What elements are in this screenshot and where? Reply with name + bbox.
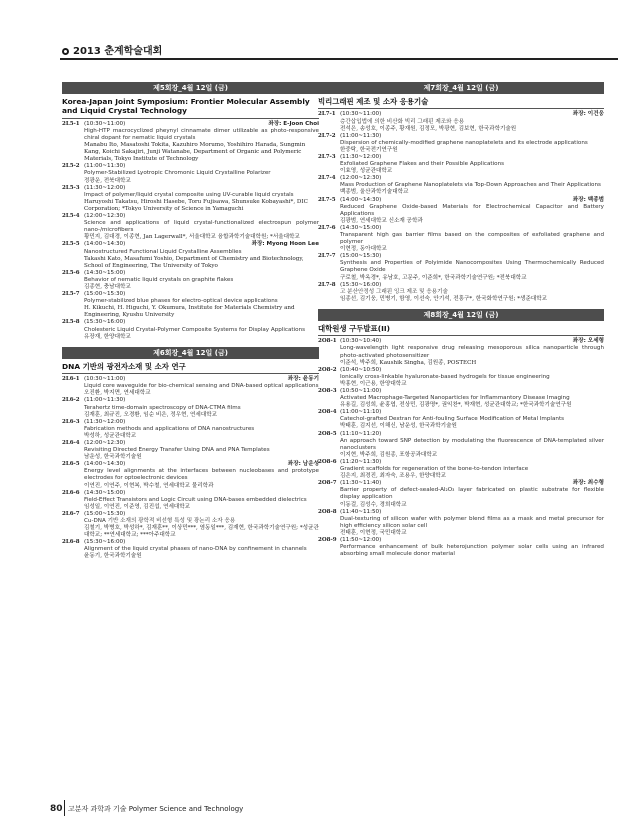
session-title: Korea-Japan Joint Symposium: Frontier Molecular Assembly and Liquid Crystal Technology (62, 97, 310, 116)
paper-time: (14:00~14:30) (340, 196, 382, 203)
paper-authors: Haruyoshi Takatsu, Hiroshi Hasebe, Toru Fujisawa, Shunsuke Kobayashi*, DIC Corporation; *Tokyo University of Science in Yamaguchi (84, 198, 308, 212)
paper-time-line (340, 154, 604, 161)
paper-code: 2O8-8 (318, 508, 337, 515)
paper-code: 2O8-7 (318, 480, 337, 487)
paper-entry (62, 440, 319, 461)
paper-code: 2L7-4 (318, 175, 336, 182)
paper-code: 2L5-7 (62, 291, 80, 298)
paper-body (340, 509, 604, 537)
paper-body (340, 133, 604, 154)
paper-time-line (340, 111, 604, 118)
paper-code: 2L7-3 (318, 153, 336, 160)
paper-code: 2L6-1 (62, 376, 80, 383)
paper-time: (11:50~12:00) (340, 536, 382, 543)
paper-entry (318, 537, 604, 558)
paper-time-line (340, 282, 604, 289)
paper-body (84, 376, 319, 397)
paper-body (340, 111, 604, 132)
paper-body (84, 163, 319, 184)
session-title: DNA 기반의 광전자소재 및 소자 연구 (62, 361, 186, 371)
paper-time: (11:10~11:20) (340, 430, 382, 437)
paper-time-line (84, 270, 319, 277)
paper-time-line (84, 376, 319, 383)
session-chair: 좌장: 윤동기 (287, 376, 319, 383)
paper-time-line (84, 539, 319, 546)
paper-time: (11:40~11:50) (340, 508, 382, 515)
paper-code: 2O8-1 (318, 338, 337, 345)
paper-code: 2L6-3 (62, 418, 80, 425)
paper-time-line (340, 459, 604, 466)
paper-title: 층간삽입법에 의한 비산화 빅리 그래핀 제조와 응용 (340, 118, 465, 125)
paper-entry (318, 225, 604, 253)
paper-title: Dispersion of chemically-modified graphene nanoplatelets and its electrode applications (340, 139, 588, 146)
paper-time: (14:00~14:30) (84, 241, 126, 248)
paper-authors: 이지현, 박주희, 김원종, 포항공과대학교 (340, 451, 438, 458)
paper-code: 2L5-3 (62, 184, 80, 191)
paper-body (340, 459, 604, 480)
paper-title: Mass Production of Graphene Nanoplatelets via Top-Down Approaches and Their Applications (340, 182, 601, 189)
paper-entry (318, 431, 604, 459)
paper-entry (62, 511, 319, 539)
paper-time-line (84, 440, 319, 447)
paper-time: (10:30~11:00) (84, 120, 126, 127)
paper-body (340, 225, 604, 253)
paper-time: (11:30~12:00) (84, 184, 126, 191)
paper-time-line (340, 225, 604, 232)
paper-authors: 김재훈, 최규진, 오경환, 임순 비은, 정우현, 연세대학교 (84, 411, 218, 418)
paper-time: (10:40~10:50) (340, 366, 382, 373)
paper-body (84, 270, 319, 291)
paper-code: 2O8-2 (318, 366, 337, 373)
paper-authors: 이현정, 동아대학교 (340, 246, 387, 253)
paper-code: 2L6-5 (62, 461, 80, 468)
paper-authors: 이준석, 박주희, Kaushik Singha, 김원종, POSTECH (340, 359, 477, 366)
paper-body (84, 397, 319, 418)
session-rule (62, 373, 319, 374)
paper-time-line (84, 490, 319, 497)
paper-body (84, 185, 319, 213)
paper-entry (62, 461, 319, 489)
paper-time: (12:00~12:30) (340, 175, 382, 182)
paper-body (84, 511, 319, 539)
paper-entry (62, 163, 319, 184)
paper-entry (318, 282, 604, 303)
paper-title: Alignment of the liquid crystal phases of nano-DNA by confinement in channels (84, 546, 307, 553)
paper-title: Impact of polymer/liquid crystal composite using UV-curable liquid crystals (84, 191, 294, 198)
paper-entry (318, 509, 604, 537)
paper-authors: 정광운, 전북대학교 (84, 177, 131, 184)
paper-time: (15:30~16:00) (84, 319, 126, 326)
paper-code: 2O8-6 (318, 458, 337, 465)
paper-code: 2L5-6 (62, 269, 80, 276)
paper-time-line (340, 197, 604, 204)
paper-time-line (340, 388, 604, 395)
paper-authors: 이연진, 이연주, 이현복, 박수철, 연세대학교 물리학과 (84, 482, 214, 489)
paper-body (84, 490, 319, 511)
paper-body (340, 282, 604, 303)
paper-time-line (84, 511, 319, 518)
session-chair: 좌장: Myong Hoon Lee (251, 241, 319, 248)
paper-body (340, 338, 604, 366)
paper-title: Polymer-stabilized blue phases for electro-optical device applications (84, 298, 278, 305)
paper-body (84, 241, 319, 269)
paper-title: Ionically cross-linkable hyaluronate-based hydrogels for tissue engineering (340, 373, 550, 380)
paper-code: 2L7-6 (318, 224, 336, 231)
paper-authors: 이동걸, 김성수, 경희대학교 (340, 501, 407, 508)
paper-entry (318, 367, 604, 388)
paper-code: 2L7-7 (318, 253, 336, 260)
paper-code: 2O8-5 (318, 430, 337, 437)
paper-time: (11:00~11:30) (84, 397, 126, 404)
paper-code: 2L6-7 (62, 510, 80, 517)
paper-entry (62, 121, 319, 164)
paper-title: Dual-texturing of silicon wafer with polymer blend films as a mask and metal precursor for high efficiency silicon solar cell (340, 515, 604, 529)
paper-entry (62, 490, 319, 511)
session-title: 빅리그래핀 제조 및 소자 응용기술 (318, 97, 429, 106)
paper-title: Catechol-grafted Dextran for Anti-fouling Surface Modification of Metal Implants (340, 416, 565, 423)
footer-divider (64, 800, 65, 816)
paper-time-line (340, 338, 604, 345)
paper-body (340, 537, 604, 558)
paper-time: (14:00~14:30) (84, 461, 126, 468)
paper-entry (318, 197, 604, 225)
session-band: 제5회장_4월 12일 (금) (62, 82, 319, 94)
paper-entry (318, 154, 604, 175)
paper-time-line (84, 213, 319, 220)
paper-entry (318, 111, 604, 132)
paper-time-line (340, 409, 604, 416)
circle-bullet-icon (62, 48, 69, 55)
paper-title: 고 분산안정성 그래핀 잉크 제조 및 응용기술 (340, 288, 448, 295)
session-band: 제6회장_4월 12일 (금) (62, 347, 319, 359)
paper-time-line (84, 121, 319, 128)
session-rule (62, 118, 319, 119)
paper-entry (62, 291, 319, 319)
session-band: 제7회장_4월 12일 (금) (318, 82, 604, 94)
paper-body (340, 480, 604, 508)
paper-body (84, 319, 319, 340)
paper-title: Cu-DNA 기반 소재의 광학적 비선형 특성 및 광논리 소자 응용 (84, 518, 236, 524)
paper-entry (318, 133, 604, 154)
paper-code: 2L5-1 (62, 120, 80, 127)
paper-body (340, 367, 604, 388)
paper-code: 2O8-3 (318, 388, 337, 394)
paper-body (340, 175, 604, 196)
paper-time: (10:30~10:40) (340, 338, 382, 345)
paper-title: Cholesteric Liquid Crystal-Polymer Composite Systems for Display Applications (84, 326, 306, 333)
paper-authors: 남운성, 한국과학기술원 (84, 454, 142, 461)
paper-body (340, 431, 604, 459)
paper-time: (10:30~11:00) (340, 111, 382, 118)
session-band: 제8회장_4월 12일 (금) (318, 309, 604, 321)
paper-entry (318, 409, 604, 430)
paper-title: Barrier property of defect-sealed-Al₂O₃ layer fabricated on plastic substrate for flexible display application (340, 487, 604, 501)
paper-authors: 박성하, 성균관대학교 (84, 432, 137, 439)
paper-time: (15:00~15:30) (340, 253, 382, 260)
header-rule (60, 58, 618, 60)
paper-title: Performance enhancement of bulk heterojunction polymer solar cells using an infrared absorbing small molecule donor material (340, 544, 604, 558)
paper-authors: 임종선, 김기웅, 민병기, 함영, 이선숙, 안기석, 전흥구*, 한국화학연구원; *생준대학교 (340, 295, 548, 302)
paper-authors: Manabu Ito, Masatoshi Tokita, Kazuhiro Morumo, Yoshihiro Harada, Sungmin Kang, Koichi Sakajiri, Junji Watanabe, Department of Organic and Polymeric Materials, Tokyo Institute of Technology (84, 142, 306, 163)
paper-authors: 이효영, 성균관대학교 (340, 168, 393, 175)
paper-entry (318, 338, 604, 366)
paper-code: 2L6-8 (62, 539, 80, 546)
paper-body (84, 440, 319, 461)
paper-time-line (84, 461, 319, 468)
paper-authors: 박태훈, 김지선, 이해신, 남운성, 한국과학기술원 (340, 423, 457, 430)
paper-body (340, 253, 604, 281)
paper-body (340, 388, 604, 409)
page-header (62, 42, 162, 57)
paper-time: (15:00~15:30) (84, 291, 126, 298)
paper-time-line (340, 253, 604, 260)
paper-authors: 전태훈, 이현정, 국민대학교 (340, 529, 407, 536)
paper-entry (62, 539, 319, 560)
paper-title: Exfoliated Graphene Flakes and their Possible Applications (340, 161, 505, 168)
paper-title: Long-wavelength light responsive drug releasing mesoporous silica nanoparticle through photo-activated photosensitizer (340, 345, 604, 359)
paper-title: An approach toward SNP detection by modulating the fluorescence of DNA-templated silver nanoclusters (340, 437, 604, 451)
journal-title: 고분자 과학과 기술 Polymer Science and Technology (68, 805, 244, 813)
paper-authors: 박홍현, 이근용, 한양대학교 (340, 380, 407, 387)
paper-title: Liquid core waveguide for bio-chemical sensing and DNA-based optical applications (84, 383, 319, 390)
paper-title: Reduced Graphene Oxide-based Materials for Electrochemical Capacitor and Battery Applications (340, 203, 604, 217)
paper-title: High-HTP macrocyclized pheynyl cinnamate dimer utilizable as photo-responsive chiral dopant for nematic liquid crystals (84, 127, 319, 141)
paper-authors: 임성일, 이연진, 이준영, 김진섭, 연세대학교 (84, 503, 191, 510)
paper-authors: 유장재, 한양대학교 (84, 333, 131, 340)
paper-body (84, 121, 319, 164)
page-number: 80 (50, 804, 63, 814)
paper-body (84, 539, 319, 560)
paper-title: Terahertz time-domain spectroscopy of DNA-CTMA films (84, 404, 241, 411)
paper-time: (12:00~12:30) (84, 439, 126, 446)
paper-code: 2O8-4 (318, 409, 337, 416)
paper-time: (14:30~15:00) (84, 489, 126, 496)
paper-time: (11:00~11:10) (340, 409, 382, 416)
paper-time-line (84, 241, 319, 248)
paper-authors: Takashi Kato, Masafumi Yoshio, Department of Chemistry and Biotechnology, School of Engineering, The University of Tokyo (84, 255, 304, 269)
paper-time: (12:00~12:30) (84, 213, 126, 220)
paper-time: (10:50~11:00) (340, 388, 382, 394)
paper-time: (11:00~11:30) (340, 132, 382, 139)
paper-title: Energy level alignments at the interfaces between nucleobases and prototype electrodes for optoelectronic devices (84, 468, 319, 482)
paper-body (84, 461, 319, 489)
paper-time: (15:30~16:00) (84, 539, 126, 546)
paper-body (340, 197, 604, 225)
paper-code: 2O8-9 (318, 536, 337, 543)
session-chair: 좌장: 백종범 (572, 196, 604, 203)
session-chair: 좌장: 오세형 (572, 338, 604, 345)
paper-title: Polymer-Stabilized Lyotropic Chromonic Liquid Crystalline Polarizer (84, 170, 271, 177)
paper-time: (11:30~11:40) (340, 480, 382, 487)
paper-code: 2L6-6 (62, 489, 80, 496)
paper-entry (62, 213, 319, 241)
paper-time-line (340, 480, 604, 487)
paper-authors: 김은지, 최경진, 최자숙, 조용우, 한양대학교 (340, 473, 447, 480)
paper-authors: 김광범, 연세대학교 신소재 공학과 (340, 217, 423, 224)
session-rule (318, 108, 604, 109)
paper-time-line (84, 419, 319, 426)
paper-body (84, 291, 319, 319)
paper-entry (62, 241, 319, 269)
paper-code: 2L5-4 (62, 213, 80, 220)
paper-time-line (84, 163, 319, 170)
paper-authors: 한중탁, 한국전기연구원 (340, 146, 398, 153)
session-chair: 좌장: 최수형 (572, 480, 604, 487)
paper-code: 2L7-1 (318, 111, 336, 118)
paper-entry (318, 175, 604, 196)
paper-time: (11:20~11:30) (340, 458, 382, 465)
paper-time-line (84, 185, 319, 192)
paper-body (84, 213, 319, 241)
paper-time-line (340, 175, 604, 182)
paper-authors: 백종범, 울산과학기술대학교 (340, 189, 409, 196)
paper-time: (11:00~11:30) (84, 163, 126, 170)
session-chair: 좌장: E-Joon Choi (268, 120, 319, 127)
paper-code: 2L6-2 (62, 397, 80, 404)
paper-body (340, 409, 604, 430)
paper-time-line (340, 431, 604, 438)
paper-authors: H. Kikuchi, H. Higuchi, Y. Okumura, Institute for Materials Chemistry and Engineering, Kyushu University (84, 305, 295, 319)
paper-entry (62, 270, 319, 291)
paper-code: 2L5-5 (62, 241, 80, 248)
paper-time: (14:30~15:00) (84, 269, 126, 276)
paper-authors: 윤동기, 한국과학기술원 (84, 553, 142, 560)
paper-entry (318, 480, 604, 508)
paper-time: (11:30~12:00) (84, 418, 126, 425)
paper-authors: 전석은, 송성호, 이종주, 황재원, 김정모, 박광현, 김보현, 한국과학기술원 (340, 125, 517, 132)
session-chair: 좌장: 남운성 (287, 461, 319, 468)
paper-time-line (84, 291, 319, 298)
paper-title: Transparent high gas barrier films based on the composites of exfoliated graphene and polymer (340, 232, 604, 246)
paper-code: 2L6-4 (62, 439, 80, 446)
paper-time: (15:00~15:30) (84, 510, 126, 517)
paper-time: (11:30~12:00) (340, 153, 382, 160)
paper-time-line (84, 397, 319, 404)
paper-time-line (84, 319, 319, 326)
paper-code: 2L7-5 (318, 196, 336, 203)
paper-code: 2L5-2 (62, 163, 80, 170)
paper-authors: 유용길, 김성희, 윤홍엽, 전상민, 김광명*, 권익찬*, 박재현, 성균관대학교; *한국과학기술연구원 (340, 402, 572, 409)
paper-time: (15:30~16:00) (340, 281, 382, 288)
paper-body (84, 419, 319, 440)
paper-time-line (340, 367, 604, 374)
paper-code: 2L7-2 (318, 132, 336, 139)
session-chair: 좌장: 이건웅 (572, 111, 604, 118)
paper-title: Nanostructured Functional Liquid Crystalline Assemblies (84, 248, 242, 255)
paper-title: Fabrication methods and applications of DNA nanostructures (84, 425, 255, 432)
paper-authors: 황민지, 김대경, 이종현, Jan Lagerwall*, 서울대학교 융합과학기술대학원; *서울대학교 (84, 234, 300, 241)
paper-code: 2L7-8 (318, 281, 336, 288)
paper-entry (62, 376, 319, 397)
paper-code: 2L5-8 (62, 319, 80, 326)
right-column (318, 82, 604, 558)
paper-entry (62, 319, 319, 340)
paper-title: Synthesis and Properties of Polyimide Nanocomposites Using Thermochemically Reduced Graphene Oxide (340, 260, 604, 274)
paper-title: Behavior of nematic liquid crystals on graphite flakes (84, 276, 234, 283)
paper-body (340, 154, 604, 175)
page-footer (0, 790, 618, 830)
session-title: 대학원생 구두발표(II) (318, 323, 390, 333)
paper-authors: 김철기, 박병호, 박성하*, 김재훈**, 이상민***, 염동일***, 김재현, 한국과학기술연구원; *성균관대학교; **연세대학교; ***아주대학교 (84, 525, 319, 539)
paper-entry (62, 185, 319, 213)
paper-time-line (340, 133, 604, 140)
paper-title: Gradient scaffolds for regeneration of the bone-to-tendon interface (340, 466, 529, 473)
paper-time: (10:30~11:00) (84, 376, 126, 383)
paper-entry (318, 459, 604, 480)
paper-title: Science and applications of liquid crystal-functionalized electrospun polymer nano-/microfibers (84, 220, 319, 234)
paper-time: (14:30~15:00) (340, 224, 382, 231)
paper-authors: 김종현, 충남대학교 (84, 283, 131, 290)
paper-authors: 구로철, 박옥경*, 유남호, 고문주, 이준희*, 한국과학기술연구원; *전북대학교 (340, 274, 527, 281)
header-title: 2013 춘계학술대회 (73, 46, 163, 57)
paper-title: Activated Macrophage-Targeted Nanoparticles for Inflammantory Disease Imaging (340, 395, 570, 402)
paper-entry (318, 253, 604, 281)
paper-time-line (340, 537, 604, 544)
paper-title: Field-Effect Transistors and Logic Circuit using DNA-bases embedded dielectrics (84, 496, 307, 503)
paper-authors: 오진환, 박지면, 연세대학교 (84, 390, 151, 397)
left-column (62, 82, 319, 561)
paper-time-line (340, 509, 604, 516)
paper-title: Revisiting Directed Energy Transfer Using DNA and PNA Templates (84, 447, 270, 454)
session-rule (318, 335, 604, 336)
paper-entry (62, 397, 319, 418)
paper-entry (62, 419, 319, 440)
paper-entry (318, 388, 604, 409)
